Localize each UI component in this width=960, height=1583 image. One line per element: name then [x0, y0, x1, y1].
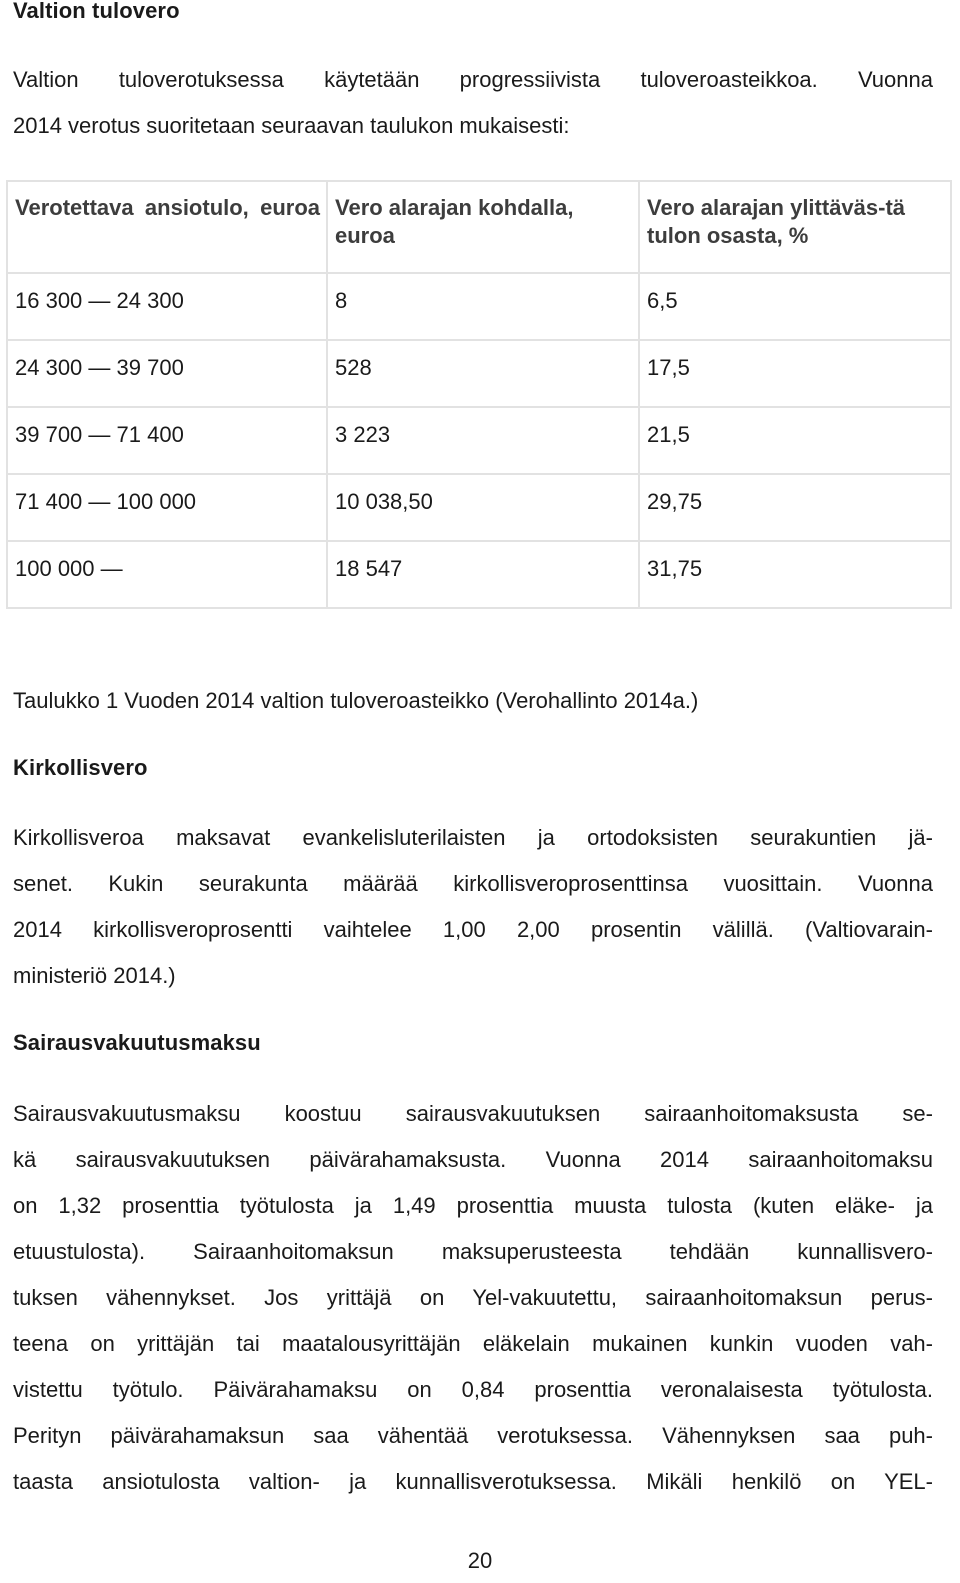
column-header-tax-at-lower-limit: Vero alarajan kohdalla, euroa	[327, 181, 639, 273]
cell-income-range: 24 300 — 39 700	[7, 340, 327, 407]
cell-tax-rate: 6,5	[639, 273, 951, 340]
paragraph-line: on 1,32 prosenttia työtulosta ja 1,49 prosenttia muusta tulosta (kuten eläke- ja	[13, 1193, 933, 1218]
paragraph-line: ministeriö 2014.)	[13, 963, 176, 988]
table-row	[7, 541, 951, 608]
paragraph-line: taasta ansiotulosta valtion- ja kunnallisverotuksessa. Mikäli henkilö on YEL-	[13, 1469, 933, 1494]
table-caption: Taulukko 1 Vuoden 2014 valtion tuloveroasteikko (Verohallinto 2014a.)	[13, 688, 699, 713]
cell-tax-rate: 21,5	[639, 407, 951, 474]
paragraph-line: 2014 kirkollisveroprosentti vaihtelee 1,00 2,00 prosentin välillä. (Valtiovarain-	[13, 917, 933, 942]
tax-scale-table	[6, 180, 952, 609]
paragraph-line: kä sairausvakuutuksen päivärahamaksusta. Vuonna 2014 sairaanhoitomaksu	[13, 1147, 933, 1172]
paragraph-line: tuksen vähennykset. Jos yrittäjä on Yel-vakuutettu, sairaanhoitomaksun perus-	[13, 1285, 933, 1310]
paragraph-line: Valtion tuloverotuksessa käytetään progressiivista tuloveroasteikkoa. Vuonna	[13, 67, 933, 92]
heading-valtion-tulovero: Valtion tulovero	[13, 0, 180, 23]
paragraph-line: vistettu työtulo. Päivärahamaksu on 0,84 prosenttia veronalaisesta työtulosta.	[13, 1377, 933, 1402]
heading-sairausvakuutusmaksu: Sairausvakuutusmaksu	[13, 1030, 261, 1055]
column-header-taxable-income: Verotettava ansiotulo, euroa	[7, 181, 327, 273]
paragraph-line: senet. Kukin seurakunta määrää kirkollisveroprosenttinsa vuosittain. Vuonna	[13, 871, 933, 896]
cell-tax-rate: 17,5	[639, 340, 951, 407]
cell-tax-amount: 18 547	[327, 541, 639, 608]
cell-tax-amount: 528	[327, 340, 639, 407]
cell-tax-rate: 31,75	[639, 541, 951, 608]
table-row	[7, 340, 951, 407]
paragraph-line: 2014 verotus suoritetaan seuraavan taulukon mukaisesti:	[13, 113, 570, 138]
table-header-row	[7, 181, 951, 273]
paragraph-line: Perityn päivärahamaksun saa vähentää verotuksessa. Vähennyksen saa puh-	[13, 1423, 933, 1448]
page-number: 20	[467, 1548, 493, 1573]
cell-tax-amount: 10 038,50	[327, 474, 639, 541]
cell-tax-amount: 8	[327, 273, 639, 340]
table-row	[7, 407, 951, 474]
cell-tax-rate: 29,75	[639, 474, 951, 541]
paragraph-line: Kirkollisveroa maksavat evankelisluterilaisten ja ortodoksisten seurakuntien jä-	[13, 825, 933, 850]
cell-income-range: 100 000 —	[7, 541, 327, 608]
table-row	[7, 273, 951, 340]
paragraph-line: etuustulosta). Sairaanhoitomaksun maksuperusteesta tehdään kunnallisvero-	[13, 1239, 933, 1264]
paragraph-valtion-tulovero	[13, 66, 933, 158]
heading-kirkollisvero: Kirkollisvero	[13, 755, 148, 780]
paragraph-kirkollisvero	[13, 824, 933, 1008]
cell-income-range: 39 700 — 71 400	[7, 407, 327, 474]
table-row	[7, 474, 951, 541]
paragraph-line: Sairausvakuutusmaksu koostuu sairausvakuutuksen sairaanhoitomaksusta se-	[13, 1101, 933, 1126]
paragraph-line: teena on yrittäjän tai maatalousyrittäjän eläkelain mukainen kunkin vuoden vah-	[13, 1331, 933, 1356]
column-header-rate-above-limit: Vero alarajan ylittäväs-tä tulon osasta, %	[639, 181, 951, 273]
cell-income-range: 16 300 — 24 300	[7, 273, 327, 340]
cell-tax-amount: 3 223	[327, 407, 639, 474]
cell-income-range: 71 400 — 100 000	[7, 474, 327, 541]
paragraph-sairausvakuutusmaksu	[13, 1100, 933, 1514]
